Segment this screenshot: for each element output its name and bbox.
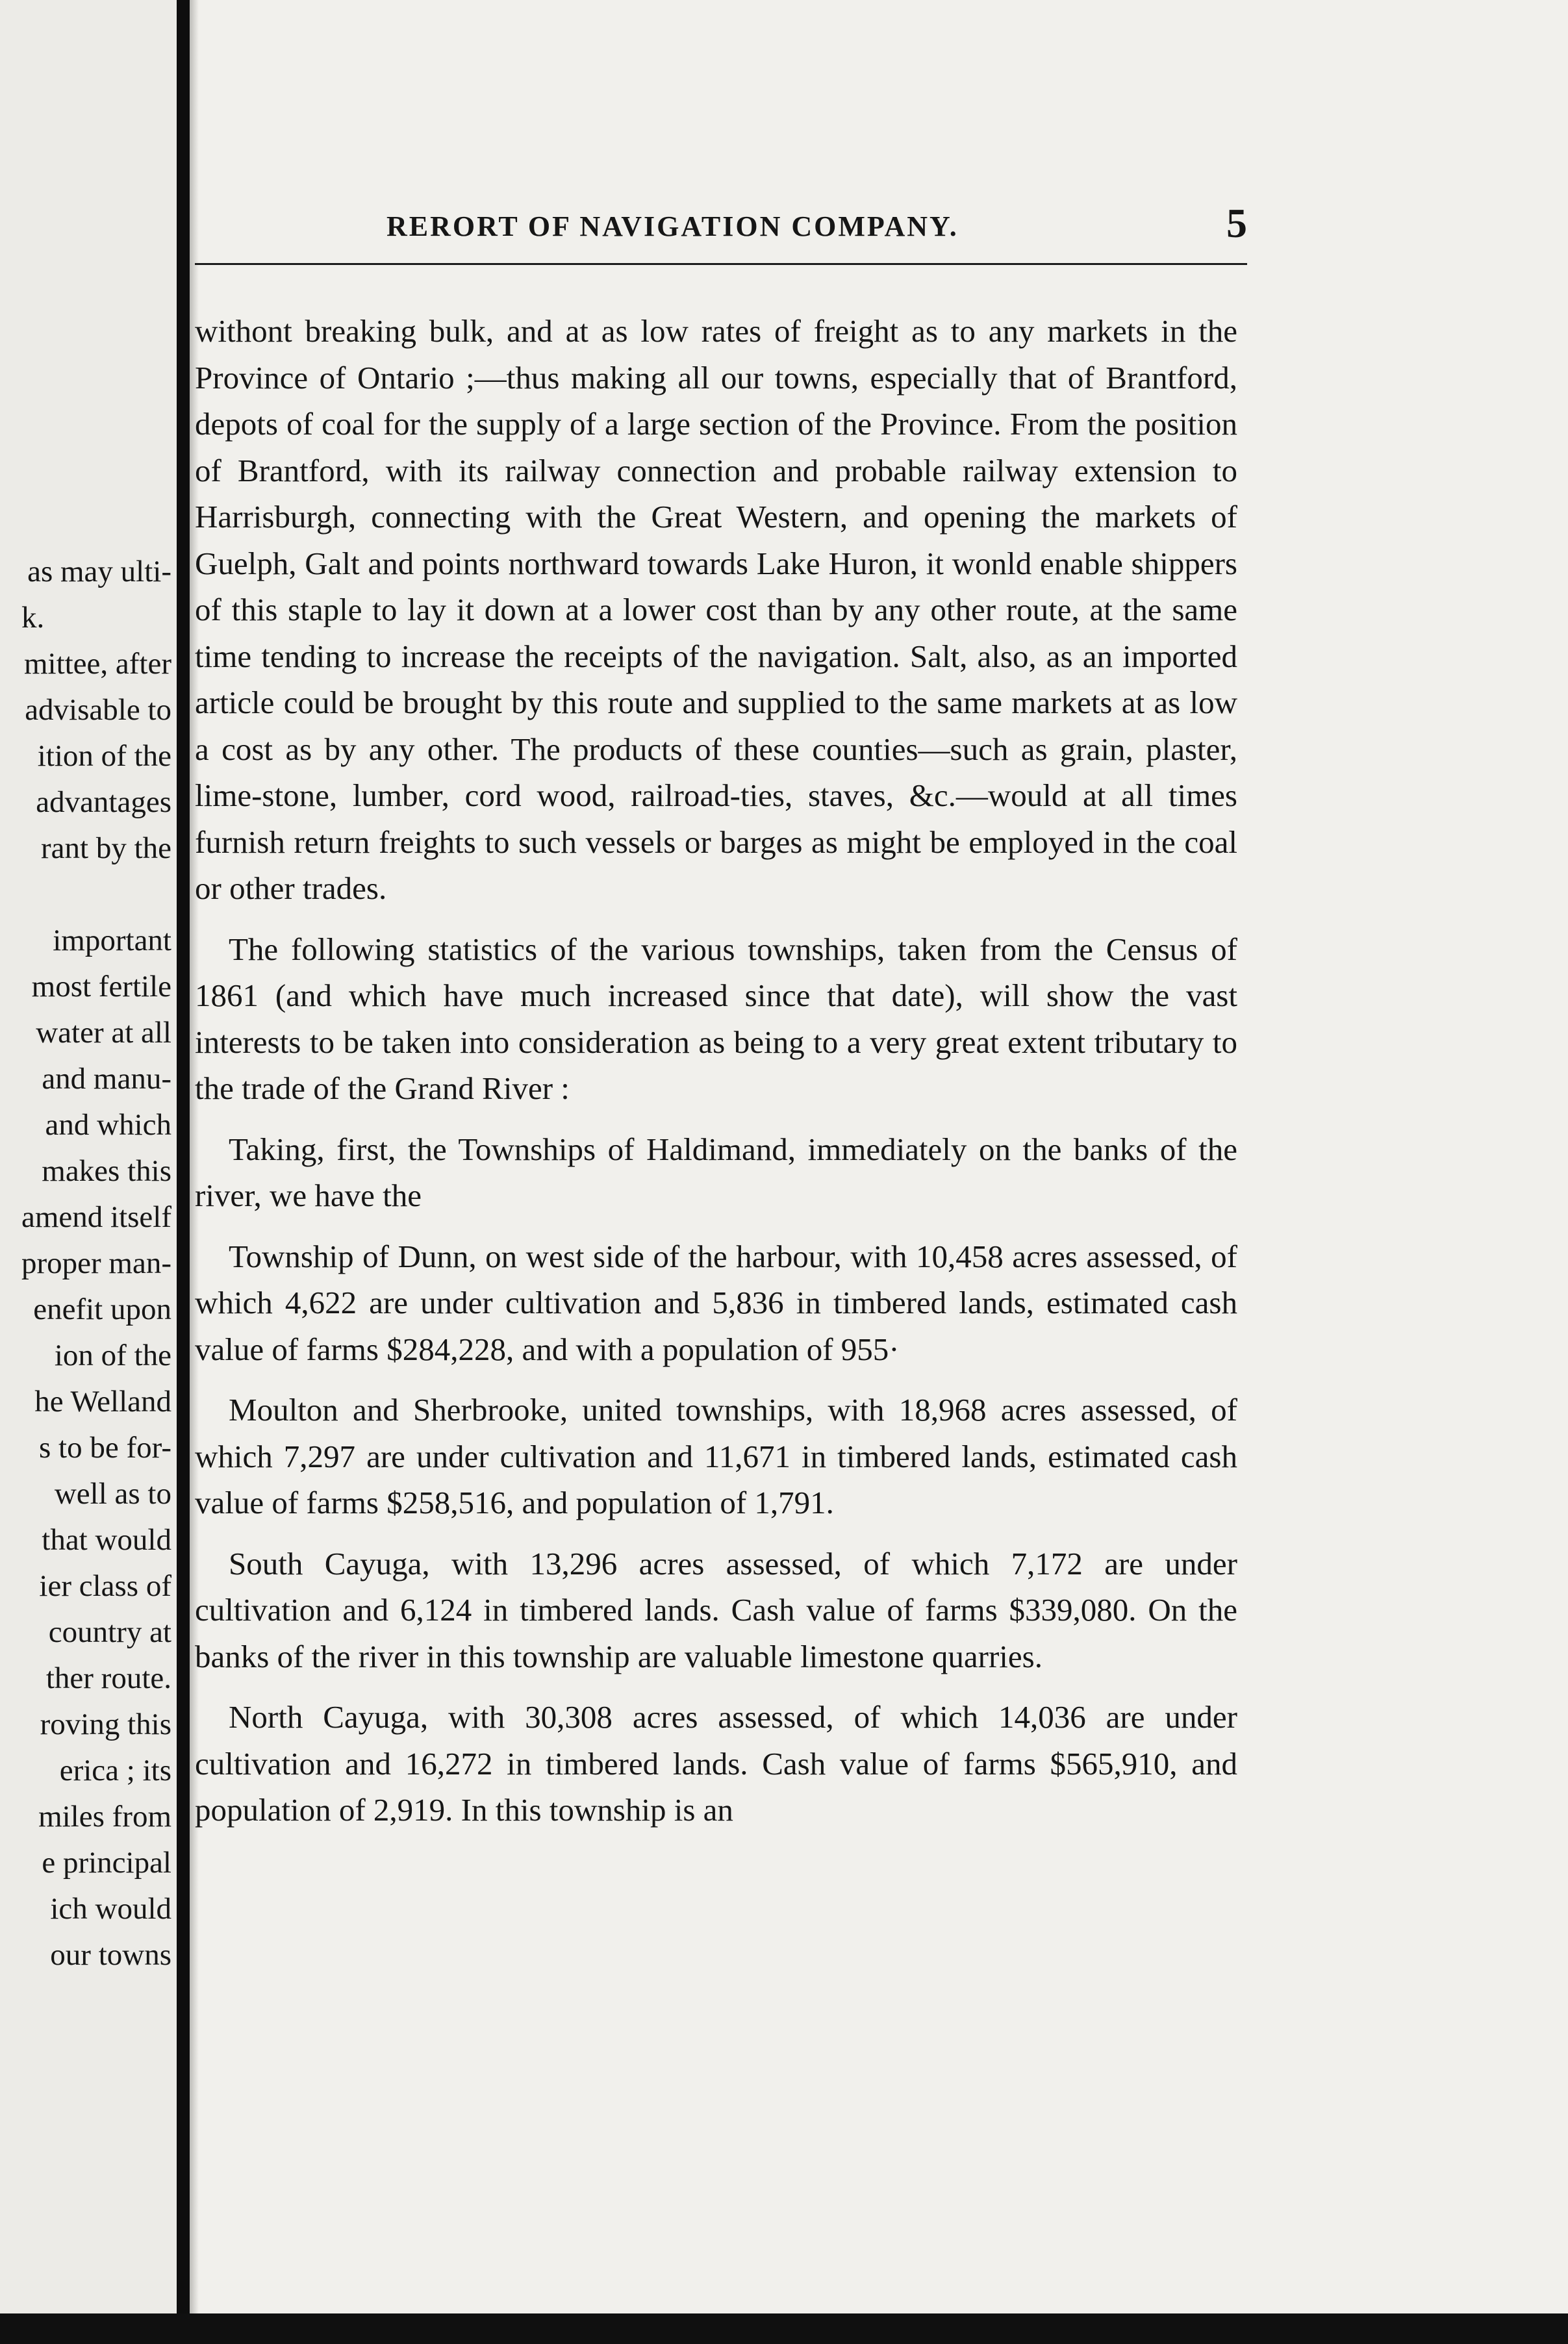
facing-line: important [53,924,171,957]
facing-line: well as to [54,1477,171,1511]
facing-page-text [21,549,171,1978]
facing-line: advantages [36,785,171,819]
paragraph: North Cayuga, with 30,308 acres assessed, of which 14,036 are under cultivation and 16,272 in timbered lands. Cash value of farms $565,910, and population of 2,919. In this township is an [195,1699,1237,1828]
paragraph: Taking, first, the Townships of Haldimand, immediately on the banks of the river, we have the [195,1131,1237,1213]
page-body [195,308,1237,1834]
paragraph: withont breaking bulk, and at as low rates of freight as to any markets in the Province of Ontario ;—thus making all our towns, especially that of Brantford, depots of coal for the supply of a large section of the Province. From the position of Brantford, with its railway connection and probable railway extension to Harrisburgh, connecting with the Great Western, and opening the markets of Guelph, Galt and points northward towards Lake Huron, it wonld enable shippers of this staple to lay it down at a lower cost than by any other route, at the same time tending to increase the receipts of the navigation. Salt, also, as an imported article could be brought by this route and supplied to the same markets at as low a cost as by any other. The products of these counties—such as grain, plaster, lime-stone, lumber, cord wood, railroad-ties, staves, &c.—would at all times furnish return freights to such vessels or barges as might be employed in the coal or other trades. [195,313,1237,906]
facing-line: ier class of [39,1569,171,1603]
facing-line: enefit upon [33,1292,171,1326]
facing-line [21,872,171,918]
facing-line: e principal [42,1846,171,1880]
facing-line: ition of the [37,739,171,773]
facing-line: s to be for- [39,1431,171,1465]
facing-line: and manu- [42,1062,171,1096]
facing-page-strip [0,0,177,2344]
facing-line: proper man- [21,1246,171,1280]
facing-line: erica ; its [59,1754,171,1787]
facing-line: he Welland [34,1385,171,1418]
facing-line: water at all [36,1016,171,1050]
facing-line: as may ulti- [27,555,171,588]
facing-line: that would [42,1523,171,1557]
paragraph: South Cayuga, with 13,296 acres assessed, of which 7,172 are under cultivation and 6,124 in timbered lands. Cash value of farms $339,080. On the banks of the river in this township are valuable limestone quarries. [195,1545,1237,1674]
facing-line: k. [21,601,45,635]
facing-line: and which [45,1108,171,1142]
paragraph: The following statistics of the various townships, taken from the Census of 1861 (and which have much increased since that date), will show the vast interests to be taken into consideration as being to a very great extent tributary to the trade of the Grand River : [195,931,1237,1106]
facing-line: most fertile [31,970,171,1003]
paragraph: Moulton and Sherbrooke, united townships, with 18,968 acres assessed, of which 7,297 are under cultivation and 11,671 in timbered lands, estimated cash value of farms $258,516, and population of 1,791. [195,1392,1237,1520]
facing-line: ion of the [54,1339,171,1372]
facing-line: country at [48,1615,171,1649]
facing-line: rant by the [41,831,171,865]
facing-line: advisable to [25,693,171,727]
facing-line: mittee, after [23,647,171,681]
facing-line: amend itself [21,1200,171,1234]
facing-line: our towns [50,1938,171,1972]
facing-line: miles from [38,1800,171,1834]
facing-line: makes this [42,1154,171,1188]
header-title: RERORT OF NAVIGATION COMPANY. [386,210,959,242]
scan-bottom-edge [0,2313,1568,2344]
header-rule [195,263,1247,265]
running-header [195,198,1247,250]
paragraph: Township of Dunn, on west side of the harbour, with 10,458 acres assessed, of which 4,622 are under cultivation and 5,836 in timbered lands, estimated cash value of farms $284,228, and with a population of 955· [195,1238,1237,1367]
facing-line: roving this [40,1708,171,1741]
facing-line: ther route. [45,1661,171,1695]
book-gutter [177,0,190,2344]
facing-line: ich would [50,1892,171,1926]
page-number: 5 [1226,200,1247,246]
